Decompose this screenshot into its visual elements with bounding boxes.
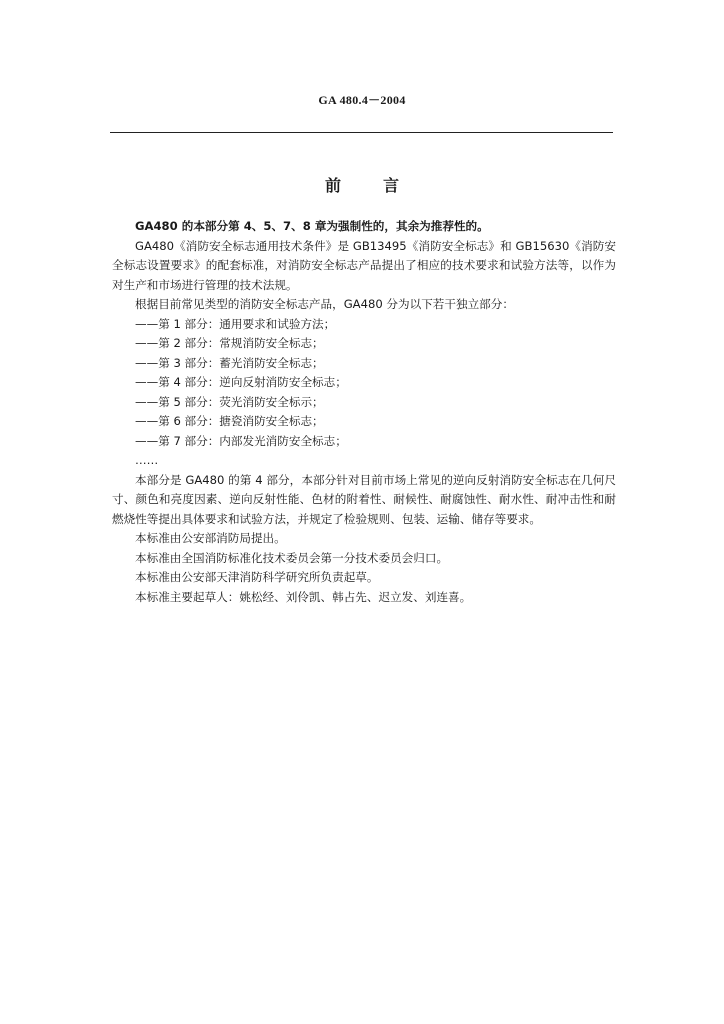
parts-intro: 根据目前常见类型的消防安全标志产品，GA480 分为以下若干独立部分： [135, 297, 514, 311]
list-item: ——第 1 部分：通用要求和试验方法； [135, 316, 336, 331]
list-item: ——第 5 部分：荧光消防安全标示； [135, 394, 324, 409]
scope-paragraph: 本部分是 GA480 的第 4 部分，本部分针对目前市场上常见的逆向反射消防安全标志在几何尺寸、颜色和亮度因素、逆向反射性能、色材的附着性、耐候性、耐腐蚀性、耐水性、耐冲击性和耐燃烧性等提出具体要求和试验方法，并规定了检验规则、包装、运输、储存等要求。 [112, 472, 616, 526]
page-title [0, 173, 724, 196]
centralized-by: 本标准由全国消防标准化技术委员会第一分技术委员会归口。 [135, 550, 449, 565]
intro-paragraph: GA480《消防安全标志通用技术条件》是 GB13495《消防安全标志》和 GB15630《消防安全标志设置要求》的配套标准，对消防安全标志产品提出了相应的技术要求和试验方法等，以作为对生产和市场进行管理的技术法规。 [112, 238, 616, 292]
mandatory-note: GA480 的本部分第 4、5、7、8 章为强制性的，其余为推荐性的。 [135, 219, 489, 233]
drafters: 本标准主要起草人：姚松经、刘伶凯、韩占先、迟立发、刘连喜。 [135, 589, 472, 604]
proposed-by: 本标准由公安部消防局提出。 [135, 531, 286, 545]
list-item: ——第 6 部分：搪瓷消防安全标志； [135, 414, 324, 428]
list-item: ——第 4 部分：逆向反射消防安全标志； [135, 375, 347, 389]
list-item: ——第 2 部分：常规消防安全标志； [135, 336, 324, 350]
list-item: ——第 3 部分：蓄光消防安全标志； [135, 355, 324, 370]
header-divider [110, 132, 613, 133]
title-char-2: 言 [383, 176, 400, 195]
standard-number-header: GA 480.4－2004 [318, 93, 406, 107]
list-item: ——第 7 部分：内部发光消防安全标志； [135, 433, 347, 448]
list-ellipsis: …… [135, 453, 159, 467]
title-char-1: 前 [324, 176, 341, 195]
drafted-by: 本标准由公安部天津消防科学研究所负责起草。 [135, 570, 379, 584]
foreword-body [112, 217, 616, 607]
